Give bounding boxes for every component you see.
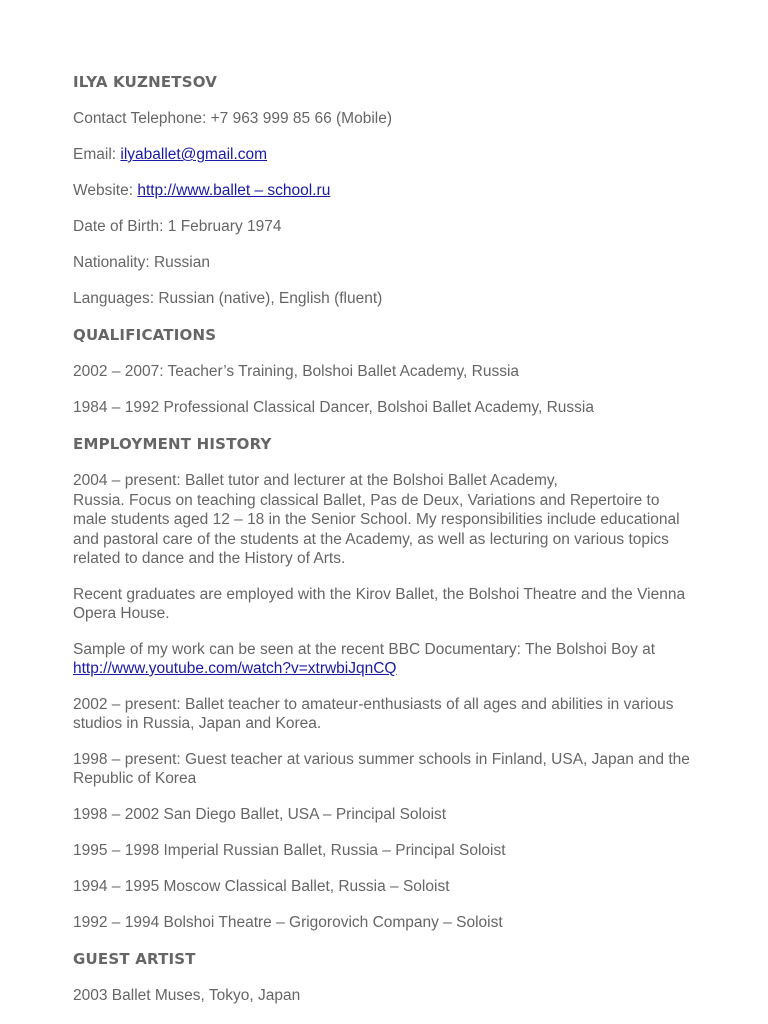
employment-item: 1995 – 1998 Imperial Russian Ballet, Russia – Principal Soloist <box>73 841 506 859</box>
nationality: Nationality: Russian <box>73 254 210 271</box>
qualification-item: 2002 – 2007: Teacher’s Training, Bolshoi Ballet Academy, Russia <box>73 363 520 380</box>
sample-text: Sample of my work can be seen at the recent BBC Documentary: The Bolshoi Boy at <box>73 640 656 658</box>
website-label: Website: <box>73 182 138 199</box>
employment-intro-line1: 2004 – present: Ballet tutor and lecturer at the Bolshoi Ballet Academy, <box>73 472 558 489</box>
resume-name: ILYA KUZNETSOV <box>73 73 218 91</box>
guest-artist-item: 2003 Ballet Muses, Tokyo, Japan <box>73 986 301 1004</box>
date-of-birth: Date of Birth: 1 February 1974 <box>73 218 282 235</box>
employment-item: 1998 – 2002 San Diego Ballet, USA – Principal Soloist <box>73 805 447 823</box>
email-label: Email: <box>73 146 121 163</box>
employment-item: 1992 – 1994 Bolshoi Theatre – Grigorovich Company – Soloist <box>73 913 503 931</box>
employment-heading: EMPLOYMENT HISTORY <box>73 435 272 453</box>
youtube-link[interactable]: http://www.youtube.com/watch?v=xtrwbiJqnCQ <box>73 660 397 677</box>
contact-email <box>73 145 693 165</box>
website-link[interactable]: http://www.ballet – school.ru <box>137 182 331 199</box>
employment-item: 1994 – 1995 Moscow Classical Ballet, Russia – Soloist <box>73 877 450 895</box>
employment-graduates: Recent graduates are employed with the Kirov Ballet, the Bolshoi Theatre and the Vienna Opera House. <box>73 585 686 622</box>
employment-intro-rest: Russia. Focus on teaching classical Ballet, Pas de Deux, Variations and Repertoire to male students aged 12 – 18 in the Senior School. My responsibilities include educational and pastoral care of the students at the Academy, as well as lecturing on various topics related to dance and the History of Arts. <box>73 491 680 567</box>
languages: Languages: Russian (native), English (fluent) <box>73 290 383 307</box>
qualifications-heading: QUALIFICATIONS <box>73 326 217 344</box>
qualification-item: 1984 – 1992 Professional Classical Dancer, Bolshoi Ballet Academy, Russia <box>73 399 594 416</box>
contact-website <box>73 181 693 201</box>
email-link[interactable]: ilyaballet@gmail.com <box>120 146 268 163</box>
employment-sample <box>73 640 693 679</box>
employment-intro <box>73 471 693 569</box>
guest-artist-heading: GUEST ARTIST <box>73 949 196 968</box>
employment-item: 2002 – present: Ballet teacher to amateur-enthusiasts of all ages and abilities in various studios in Russia, Japan and Korea. <box>73 695 674 732</box>
employment-item: 1998 – present: Guest teacher at various summer schools in Finland, USA, Japan and the Republic of Korea <box>73 750 690 787</box>
resume-document <box>73 72 693 1006</box>
contact-telephone: Contact Telephone: +7 963 999 85 66 (Mobile) <box>73 110 392 127</box>
